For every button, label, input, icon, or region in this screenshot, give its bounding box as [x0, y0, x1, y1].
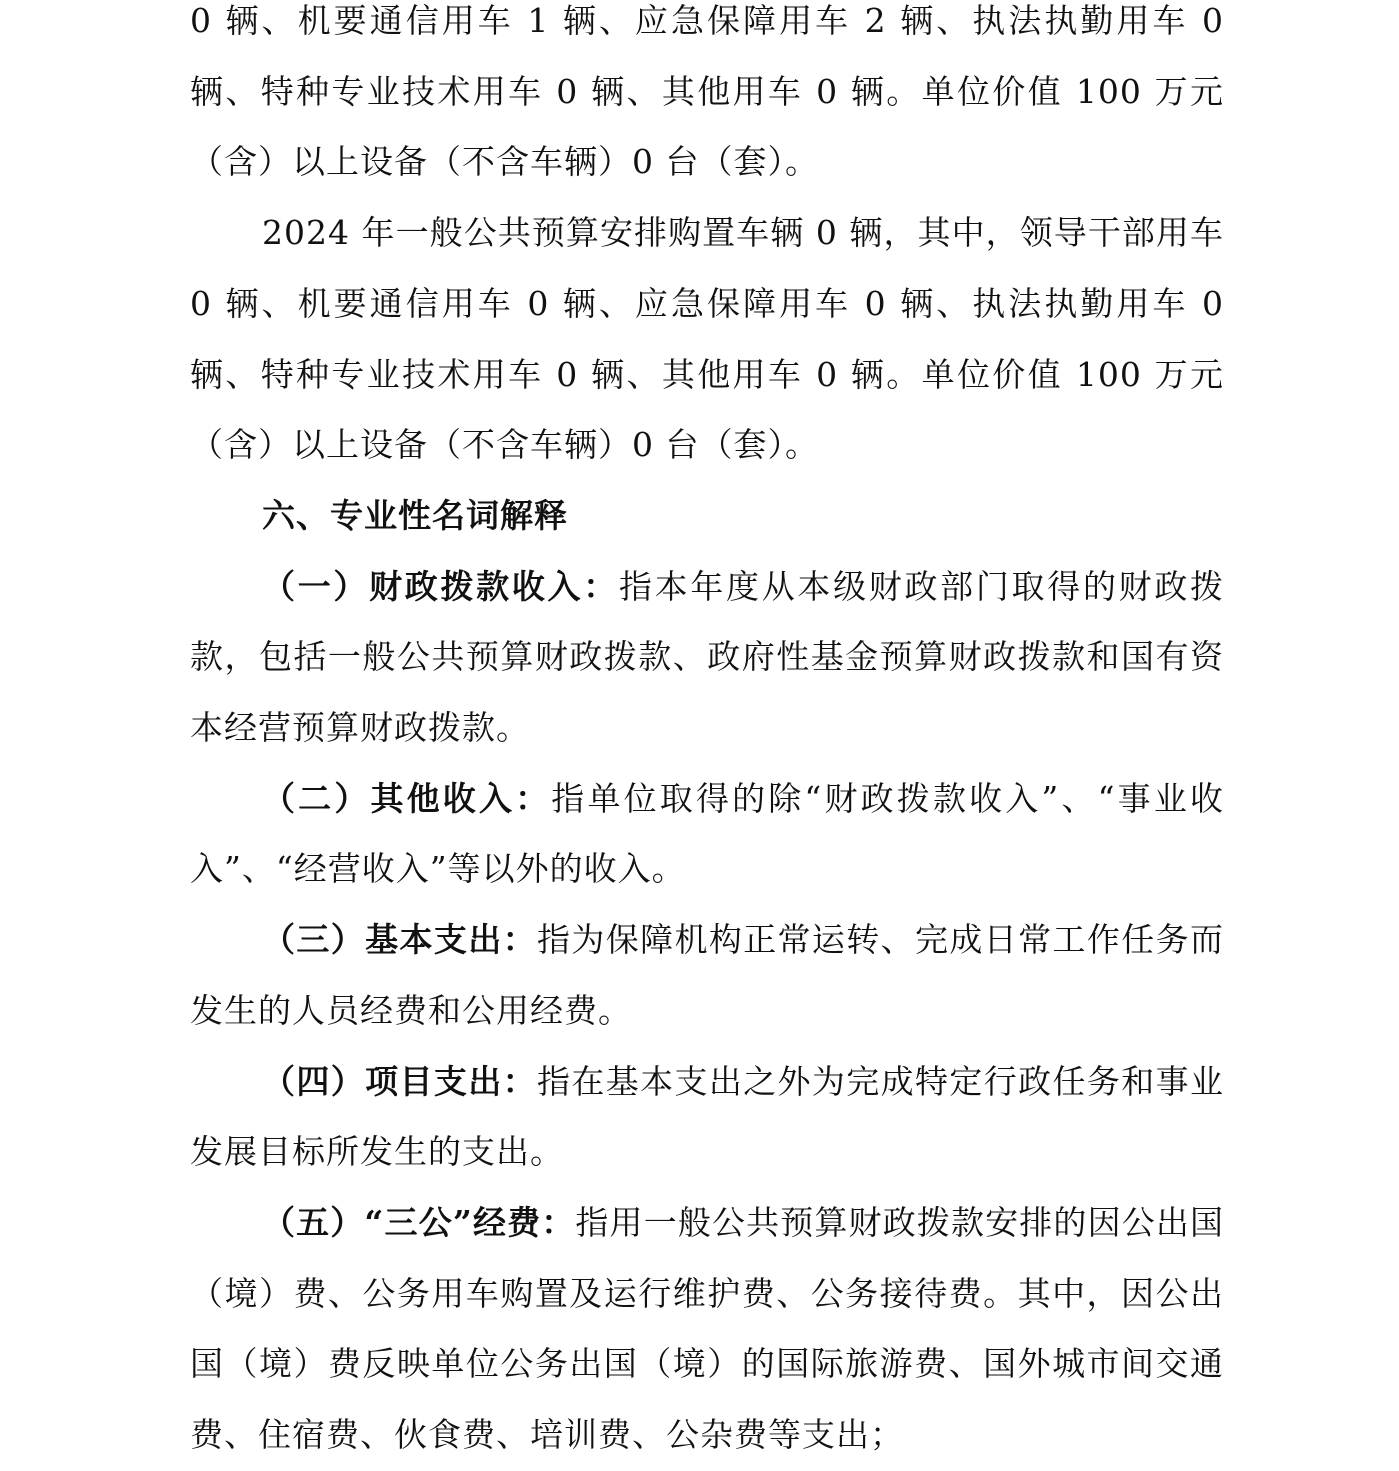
definition-text: 指在基本支出之外为完成特定行政任务和事业发展目标所发生的支出。	[190, 1061, 1225, 1172]
definition-three-public-expenses	[190, 1188, 1224, 1471]
definition-text: 指用一般公共预算财政拨款安排的因公出国（境）费、公务用车购置及运行维护费、公务接待费。其中，因公出国（境）费反映单位公务出国（境）的国际旅游费、国外城市间交通费、住宿费、伙食费、培训费、公杂费等支出；	[190, 1202, 1224, 1455]
definition-term: （三）基本支出：	[262, 920, 537, 960]
definition-fiscal-allocation-income	[190, 552, 1224, 764]
definition-basic-expenditure	[190, 905, 1224, 1046]
definition-term: （二）其他收入：	[262, 778, 552, 818]
definition-text: 指单位取得的除“财政拨款收入”、“事业收入”、“经营收入”等以外的收入。	[190, 778, 1224, 889]
definition-term: （五）“三公”经费：	[262, 1202, 576, 1242]
paragraph-vehicles-continued: 0 辆、机要通信用车 1 辆、应急保障用车 2 辆、执法执勤用车 0 辆、特种专业技术用车 0 辆、其他用车 0 辆。单位价值 100 万元（含）以上设备（不含车辆）0 台（套）。	[190, 1, 1224, 182]
definition-text: 指本年度从本级财政部门取得的财政拨款，包括一般公共预算财政拨款、政府性基金预算财政拨款和国有资本经营预算财政拨款。	[190, 566, 1225, 748]
definition-term: （四）项目支出：	[262, 1061, 537, 1101]
definition-project-expenditure	[190, 1047, 1224, 1188]
document-page	[190, 0, 1224, 1471]
section-heading: 六、专业性名词解释	[262, 495, 568, 535]
paragraph-2024-vehicle-purchase: 2024 年一般公共预算安排购置车辆 0 辆，其中，领导干部用车 0 辆、机要通信用车 0 辆、应急保障用车 0 辆、执法执勤用车 0 辆、特种专业技术用车 0 辆、其他用车 0 辆。单位价值 100 万元（含）以上设备（不含车辆）0 台（套）。	[190, 213, 1224, 465]
definition-term: （一）财政拨款收入：	[262, 566, 619, 606]
definition-text: 指为保障机构正常运转、完成日常工作任务而发生的人员经费和公用经费。	[190, 920, 1225, 1030]
definition-other-income	[190, 764, 1224, 905]
